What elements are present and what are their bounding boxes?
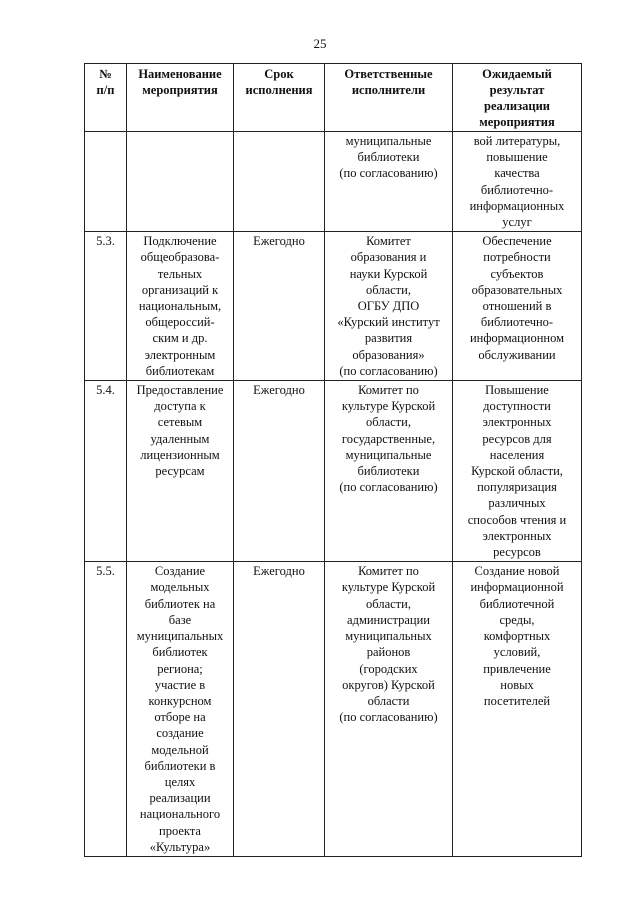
header-executors: Ответственные исполнители xyxy=(325,64,453,132)
header-term: Срок исполнения xyxy=(234,64,325,132)
row-result: Повышение доступности электронных ресурсов для населения Курской области, популяризация различных способов чтения и электронных ресурсов xyxy=(453,381,582,562)
row-executors: муниципальные библиотеки (по согласованию) xyxy=(325,132,453,232)
row-name: Создание модельных библиотек на базе муниципальных библиотек региона; участие в конкурсном отборе на создание модельной библиотеки в целях реализации национального проекта «Культура» xyxy=(127,562,234,857)
row-term: Ежегодно xyxy=(234,232,325,381)
row-result: Создание новой информационной библиотечной среды, комфортных условий, привлечение новых посетителей xyxy=(453,562,582,857)
table-header-row xyxy=(85,64,582,132)
row-name xyxy=(127,132,234,232)
row-term: Ежегодно xyxy=(234,381,325,562)
row-result: Обеспечение потребности субъектов образовательных отношений в библиотечно- информационном обслуживании xyxy=(453,232,582,381)
row-term: Ежегодно xyxy=(234,562,325,857)
table-row xyxy=(85,381,582,562)
table-row xyxy=(85,562,582,857)
header-result: Ожидаемый результат реализации мероприятия xyxy=(453,64,582,132)
row-executors: Комитет по культуре Курской области, государственные, муниципальные библиотеки (по согласованию) xyxy=(325,381,453,562)
row-name: Предоставление доступа к сетевым удаленным лицензионным ресурсам xyxy=(127,381,234,562)
table-row xyxy=(85,132,582,232)
row-number: 5.5. xyxy=(85,562,127,857)
header-name: Наименование мероприятия xyxy=(127,64,234,132)
row-result: вой литературы, повышение качества библиотечно- информационных услуг xyxy=(453,132,582,232)
header-number: № п/п xyxy=(85,64,127,132)
row-executors: Комитет по культуре Курской области, администрации муниципальных районов (городских округов) Курской области (по согласованию) xyxy=(325,562,453,857)
row-executors: Комитет образования и науки Курской области, ОГБУ ДПО «Курский институт развития образования» (по согласованию) xyxy=(325,232,453,381)
row-name: Подключение общеобразова- тельных организаций к национальным, общероссий- ским и др. электронным библиотекам xyxy=(127,232,234,381)
row-number xyxy=(85,132,127,232)
page-number: 25 xyxy=(313,36,327,51)
table-row xyxy=(85,232,582,381)
row-term xyxy=(234,132,325,232)
row-number: 5.3. xyxy=(85,232,127,381)
measures-table xyxy=(84,63,582,857)
row-number: 5.4. xyxy=(85,381,127,562)
